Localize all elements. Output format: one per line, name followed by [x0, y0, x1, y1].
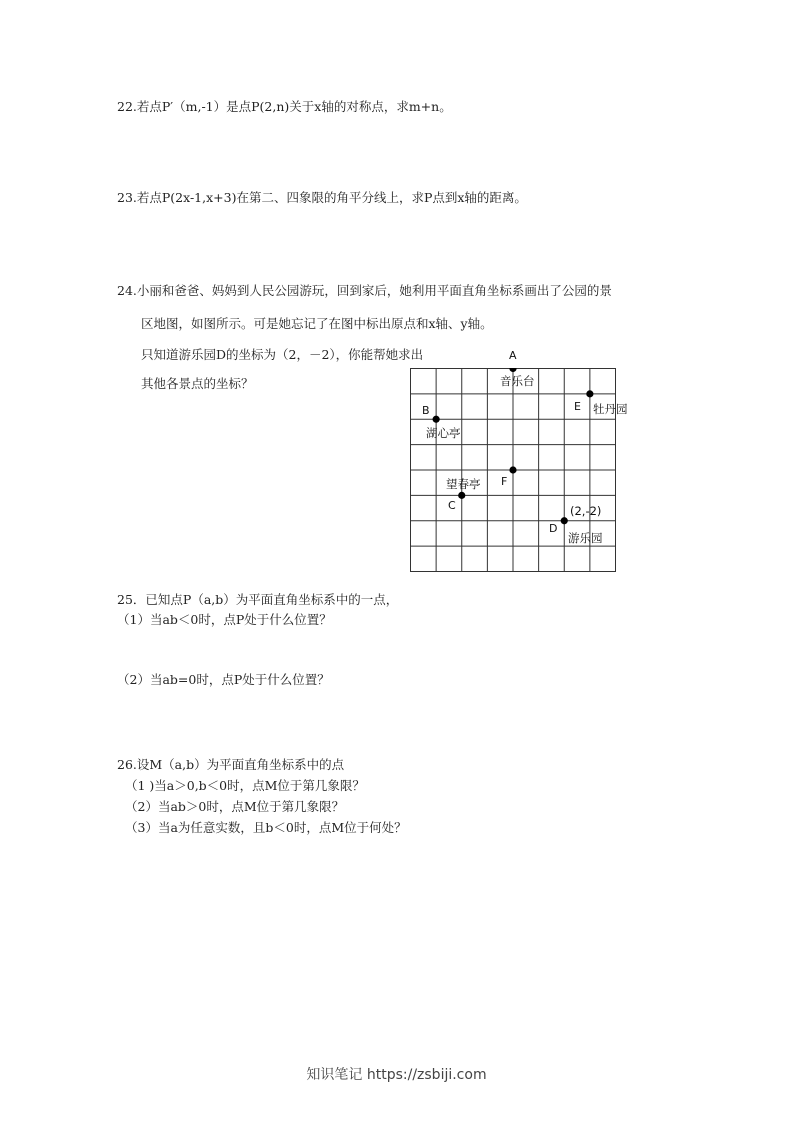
map-point-f [509, 466, 516, 473]
question-22: 22.若点P′（m,-1）是点P(2,n)关于x轴的对称点，求m+n。 [117, 99, 452, 114]
question-23: 23.若点P(2x-1,x+3)在第二、四象限的角平分线上，求P点到x轴的距离。 [117, 190, 527, 205]
question-26-stem: 26.设M（a,b）为平面直角坐标系中的点 [117, 757, 345, 772]
question-24-line1: 24.小丽和爸爸、妈妈到人民公园游玩，回到家后，她利用平面直角坐标系画出了公园的景 [117, 283, 612, 298]
point-d-letter: D [549, 522, 558, 535]
map-point-d [561, 517, 568, 524]
footer-watermark: 知识笔记 https://zsbiji.com [306, 1067, 487, 1083]
point-c-letter: C [448, 499, 456, 512]
point-e-name: 牡丹园 [593, 402, 628, 416]
map-point-b [433, 416, 440, 423]
point-a-letter: A [509, 349, 517, 362]
point-b-letter: B [422, 404, 430, 417]
question-24-line3: 只知道游乐园D的坐标为（2，－2），你能帮她求出 [141, 347, 424, 362]
question-24-line2: 区地图，如图所示。可是她忘记了在图中标出原点和x轴、y轴。 [141, 316, 493, 331]
point-d-coord: (2,-2) [570, 504, 602, 518]
map-point-a [509, 368, 516, 372]
question-26-part1: （1 )当a＞0,b＜0时，点M位于第几象限？ [125, 778, 365, 793]
point-f-letter: F [501, 475, 508, 488]
question-25-stem: 25．已知点P（a,b）为平面直角坐标系中的一点， [117, 592, 399, 607]
point-d-name: 游乐园 [568, 531, 603, 545]
park-map [410, 349, 628, 572]
question-25-part1: （1）当ab＜0时，点P处于什么位置？ [117, 612, 332, 627]
point-c-name: 望春亭 [446, 477, 481, 491]
question-26-part3: （3）当a为任意实数，且b＜0时，点M位于何处？ [125, 820, 407, 835]
map-point-e [586, 390, 593, 397]
question-24-line4: 其他各景点的坐标？ [141, 376, 254, 391]
question-26-part2: （2）当ab＞0时，点M位于第几象限？ [125, 799, 345, 814]
question-25-part2: （2）当ab=0时，点P处于什么位置？ [117, 672, 330, 687]
point-e-letter: E [574, 400, 581, 413]
point-a-name: 音乐台 [500, 374, 535, 388]
map-point-c [458, 492, 465, 499]
point-b-name: 湖心亭 [426, 426, 461, 440]
